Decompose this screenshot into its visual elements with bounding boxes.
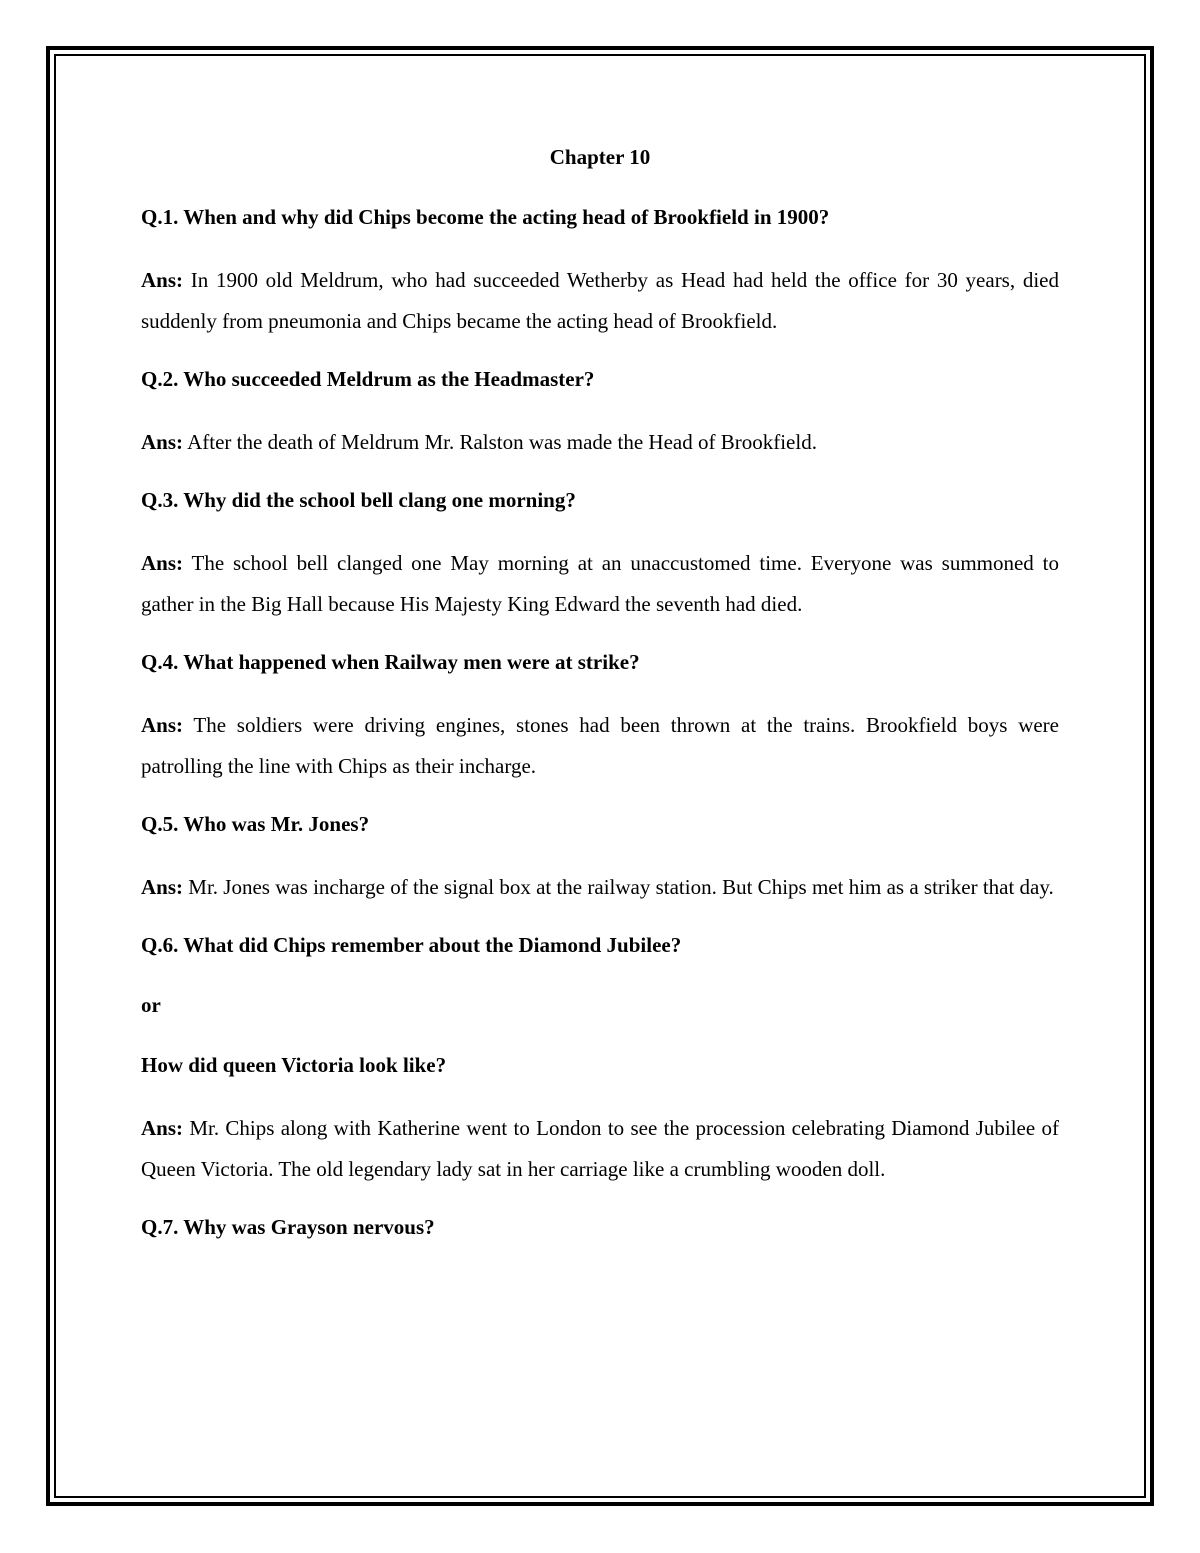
answer-2 — [141, 422, 1059, 463]
question-4: Q.4. What happened when Railway men were at strike? — [141, 650, 640, 674]
document-body — [141, 140, 1059, 1270]
chapter-title: Chapter 10 — [549, 145, 651, 169]
answer-3 — [141, 543, 1059, 625]
question-6-alt: How did queen Victoria look like? — [141, 1053, 447, 1077]
answer-text: After the death of Meldrum Mr. Ralston was made the Head of Brookfield. — [183, 430, 817, 454]
answer-text: Mr. Chips along with Katherine went to London to see the procession celebrating Diamond Jubilee of Queen Victoria. The old legendary lady sat in her carriage like a crumbling wooden doll. — [141, 1116, 1059, 1181]
answer-text: Mr. Jones was incharge of the signal box at the railway station. But Chips met him as a striker that day. — [183, 875, 1054, 899]
answer-label: Ans: — [141, 875, 184, 899]
answer-5 — [141, 867, 1059, 908]
answer-text: The school bell clanged one May morning at an unaccustomed time. Everyone was summoned to gather in the Big Hall because His Majesty King Edward the seventh had died. — [141, 551, 1059, 616]
answer-1 — [141, 260, 1059, 342]
question-1: Q.1. When and why did Chips become the acting head of Brookfield in 1900? — [141, 205, 830, 229]
answer-text: The soldiers were driving engines, stones had been thrown at the trains. Brookfield boys were patrolling the line with Chips as their incharge. — [141, 713, 1059, 778]
answer-label: Ans: — [141, 268, 184, 292]
answer-label: Ans: — [141, 713, 184, 737]
answer-label: Ans: — [141, 551, 184, 575]
question-6-or: or — [141, 993, 161, 1017]
question-2: Q.2. Who succeeded Meldrum as the Headmaster? — [141, 367, 595, 391]
answer-label: Ans: — [141, 430, 184, 454]
answer-6 — [141, 1108, 1059, 1190]
answer-label: Ans: — [141, 1116, 184, 1140]
question-6: Q.6. What did Chips remember about the Diamond Jubilee? — [141, 933, 682, 957]
answer-text: In 1900 old Meldrum, who had succeeded Wetherby as Head had held the office for 30 years, died suddenly from pneumonia and Chips became the acting head of Brookfield. — [141, 268, 1059, 333]
question-5: Q.5. Who was Mr. Jones? — [141, 812, 370, 836]
question-3: Q.3. Why did the school bell clang one morning? — [141, 488, 576, 512]
question-7: Q.7. Why was Grayson nervous? — [141, 1215, 435, 1239]
answer-4 — [141, 705, 1059, 787]
